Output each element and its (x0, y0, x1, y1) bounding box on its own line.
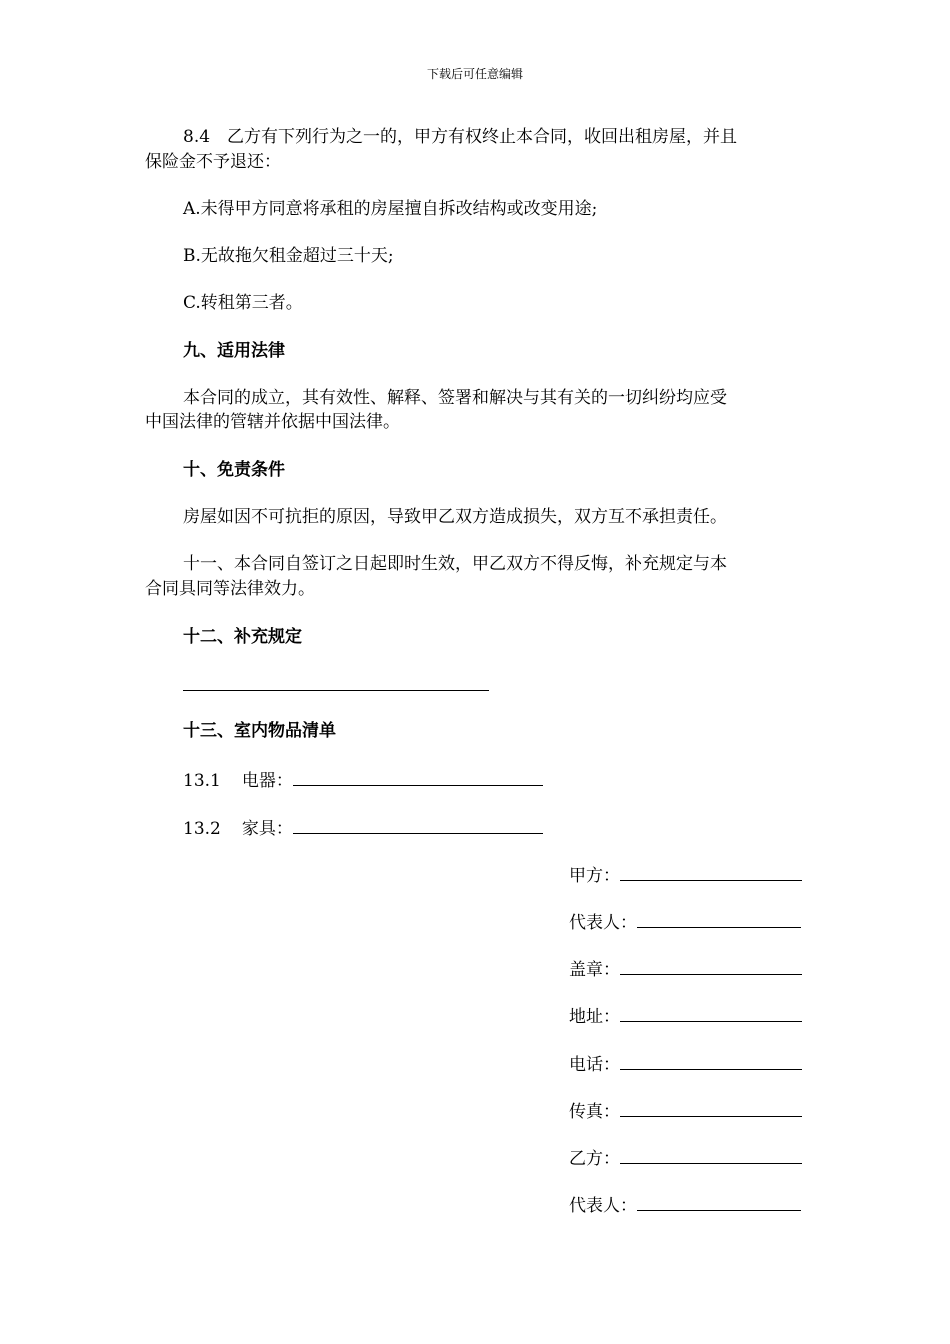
signature-rep-a (569, 909, 801, 934)
item-c: C.转租第三者。 (183, 293, 303, 313)
page-header: 下载后可任意编辑 (426, 67, 523, 81)
signature-label: 电话： (569, 1055, 620, 1075)
signature-blank-line (637, 1192, 801, 1211)
signature-blank-line (620, 956, 802, 975)
inventory-item-number: 13.2 (183, 819, 221, 839)
signature-label: 乙方： (569, 1149, 620, 1169)
item-b: B.无故拖欠租金超过三十天; (183, 246, 394, 266)
signature-label: 代表人： (569, 1196, 637, 1216)
signature-blank-line (637, 909, 801, 928)
signature-label: 传真： (569, 1102, 620, 1122)
signature-party-b (569, 1145, 802, 1170)
signature-blank-line (620, 1145, 802, 1164)
signature-label: 地址： (569, 1007, 620, 1027)
signature-blank-line (620, 862, 802, 881)
supplement-blank-line (183, 672, 489, 691)
section-12-title: 十二、补充规定 (183, 627, 302, 647)
signature-address (569, 1003, 802, 1028)
signature-label: 甲方： (569, 866, 620, 886)
signature-fax (569, 1098, 802, 1123)
signature-seal (569, 956, 802, 981)
signature-blank-line (620, 1051, 802, 1070)
section-10-body: 房屋如因不可抗拒的原因，导致甲乙双方造成损失，双方互不承担责任。 (183, 507, 727, 527)
signature-label: 盖章： (569, 960, 620, 980)
signature-label: 代表人： (569, 913, 637, 933)
inventory-item-number: 13.1 (183, 771, 221, 791)
section-9-line1: 本合同的成立，其有效性、解释、签署和解决与其有关的一切纠纷均应受 (183, 388, 727, 408)
inventory-item-label: 电器： (241, 771, 293, 791)
item-a: A.未得甲方同意将承租的房屋擅自拆改结构或改变用途; (183, 199, 598, 219)
section-9-line2: 中国法律的管辖并依据中国法律。 (145, 412, 400, 432)
section-10-title: 十、免责条件 (183, 460, 285, 480)
inventory-item-label: 家具： (241, 819, 293, 839)
section-11-line1: 十一、本合同自签订之日起即时生效，甲乙双方不得反悔，补充规定与本 (183, 554, 727, 574)
inventory-item-furniture (183, 815, 543, 840)
section-12-blank (183, 672, 489, 697)
signature-blank-line (620, 1003, 802, 1022)
signature-rep-b (569, 1192, 801, 1217)
signature-phone (569, 1051, 802, 1076)
section-9-title: 九、适用法律 (183, 341, 285, 361)
section-13-title: 十三、室内物品清单 (183, 721, 336, 741)
clause-8-4-line1: 8.4 乙方有下列行为之一的，甲方有权终止本合同，收回出租房屋，并且 (183, 127, 738, 147)
signature-party-a (569, 862, 802, 887)
clause-8-4-line2: 保险金不予退还： (145, 152, 281, 172)
section-11-line2: 合同具同等法律效力。 (145, 579, 315, 599)
inventory-item-appliances (183, 767, 543, 792)
furniture-blank-line (293, 815, 543, 834)
signature-blank-line (620, 1098, 802, 1117)
appliances-blank-line (293, 767, 543, 786)
